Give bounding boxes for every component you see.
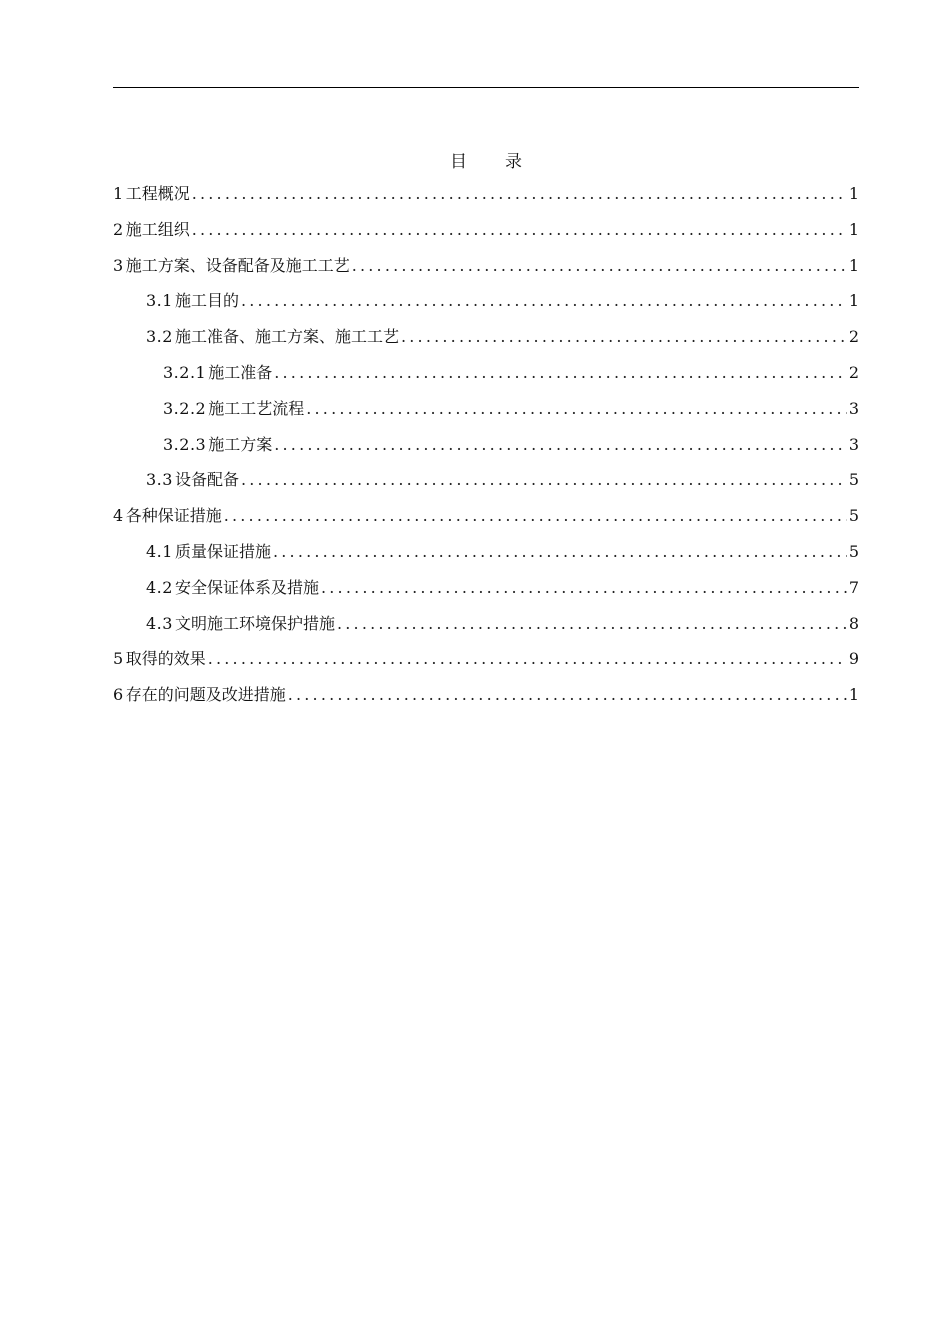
toc-dot-leader bbox=[306, 397, 847, 421]
toc-entry[interactable] bbox=[113, 540, 859, 576]
toc-entry-number: 4.3 bbox=[146, 613, 173, 633]
toc-entry-title: 施工组织 bbox=[125, 219, 190, 239]
toc-entry-page: 9 bbox=[848, 649, 859, 669]
toc-title-char-2: 录 bbox=[505, 152, 522, 172]
toc-dot-leader bbox=[273, 540, 847, 564]
toc-entry[interactable] bbox=[113, 433, 859, 469]
toc-entry-page: 3 bbox=[848, 434, 859, 454]
toc-entry-title: 施工目的 bbox=[174, 291, 239, 311]
toc-entry-title: 施工方案 bbox=[208, 434, 273, 454]
toc-dot-leader bbox=[288, 683, 847, 707]
toc-entry-number: 4.1 bbox=[146, 541, 173, 561]
toc-dot-leader bbox=[274, 433, 847, 457]
toc-dot-leader bbox=[224, 504, 847, 528]
toc-entry-number: 3.1 bbox=[146, 291, 173, 311]
toc-entry[interactable] bbox=[113, 468, 859, 504]
toc-dot-leader bbox=[321, 576, 847, 600]
toc-entry[interactable] bbox=[113, 647, 859, 683]
toc-dot-leader bbox=[208, 647, 847, 671]
toc-entry-page: 1 bbox=[848, 184, 859, 203]
toc-entry-number: 3.2.3 bbox=[163, 434, 207, 454]
toc-dot-leader bbox=[337, 612, 847, 636]
toc-entry-page: 1 bbox=[848, 685, 859, 705]
header-rule bbox=[113, 87, 859, 88]
toc-entry-title: 设备配备 bbox=[174, 470, 239, 490]
toc-entry-page: 3 bbox=[848, 398, 859, 418]
toc-entry-number: 5 bbox=[113, 649, 124, 669]
toc-entry[interactable] bbox=[113, 325, 859, 361]
toc-entry-title: 取得的效果 bbox=[125, 649, 206, 669]
toc-entry-number: 3 bbox=[113, 255, 124, 275]
toc-entry-page: 5 bbox=[848, 470, 859, 490]
toc-entry-page: 2 bbox=[848, 362, 859, 382]
toc-entry-page: 1 bbox=[848, 291, 859, 311]
toc-dot-leader bbox=[274, 361, 847, 385]
toc-entry-title: 存在的问题及改进措施 bbox=[125, 685, 286, 705]
toc-dot-leader bbox=[192, 218, 847, 242]
toc-entry[interactable] bbox=[113, 289, 859, 325]
toc-dot-leader bbox=[401, 325, 847, 349]
toc-entry[interactable] bbox=[113, 254, 859, 290]
toc-entry-title: 各种保证措施 bbox=[125, 506, 222, 526]
toc-entry[interactable] bbox=[113, 218, 859, 254]
toc-entry-number: 3.2.2 bbox=[163, 398, 207, 418]
toc-entry-title: 文明施工环境保护措施 bbox=[174, 613, 335, 633]
toc-entry[interactable] bbox=[113, 576, 859, 612]
toc-entry-page: 1 bbox=[848, 219, 859, 239]
toc-entry[interactable] bbox=[113, 182, 859, 218]
toc-entry-number: 3.3 bbox=[146, 470, 173, 490]
toc-dot-leader bbox=[192, 182, 847, 206]
toc-entry[interactable] bbox=[113, 397, 859, 433]
toc-entry-title: 工程概况 bbox=[125, 184, 190, 203]
toc-entry-number: 2 bbox=[113, 219, 124, 239]
toc-entry[interactable] bbox=[113, 612, 859, 648]
toc-entry[interactable] bbox=[113, 361, 859, 397]
toc-entry[interactable] bbox=[113, 683, 859, 719]
toc-dot-leader bbox=[241, 468, 847, 492]
toc-entry-page: 2 bbox=[848, 327, 859, 347]
toc-dot-leader bbox=[241, 289, 847, 313]
toc-entry[interactable] bbox=[113, 504, 859, 540]
toc-list bbox=[113, 182, 859, 719]
toc-entry-number: 6 bbox=[113, 685, 124, 705]
toc-entry-page: 7 bbox=[848, 577, 859, 597]
toc-dot-leader bbox=[352, 254, 847, 278]
toc-entry-number: 3.2.1 bbox=[163, 362, 207, 382]
toc-entry-title: 施工工艺流程 bbox=[208, 398, 305, 418]
toc-entry-page: 8 bbox=[848, 613, 859, 633]
toc-entry-page: 1 bbox=[848, 255, 859, 275]
toc-entry-title: 质量保证措施 bbox=[174, 541, 271, 561]
toc-entry-number: 3.2 bbox=[146, 327, 173, 347]
toc-entry-title: 施工方案、设备配备及施工工艺 bbox=[125, 255, 350, 275]
toc-entry-page: 5 bbox=[848, 506, 859, 526]
toc-entry-number: 1 bbox=[113, 184, 124, 203]
toc-entry-number: 4 bbox=[113, 506, 124, 526]
toc-entry-title: 安全保证体系及措施 bbox=[174, 577, 319, 597]
toc-entry-page: 5 bbox=[848, 541, 859, 561]
toc-entry-title: 施工准备 bbox=[208, 362, 273, 382]
toc-title-char-1: 目 bbox=[450, 152, 467, 172]
toc-entry-number: 4.2 bbox=[146, 577, 173, 597]
toc-title bbox=[113, 150, 859, 174]
toc-entry-title: 施工准备、施工方案、施工工艺 bbox=[174, 327, 399, 347]
